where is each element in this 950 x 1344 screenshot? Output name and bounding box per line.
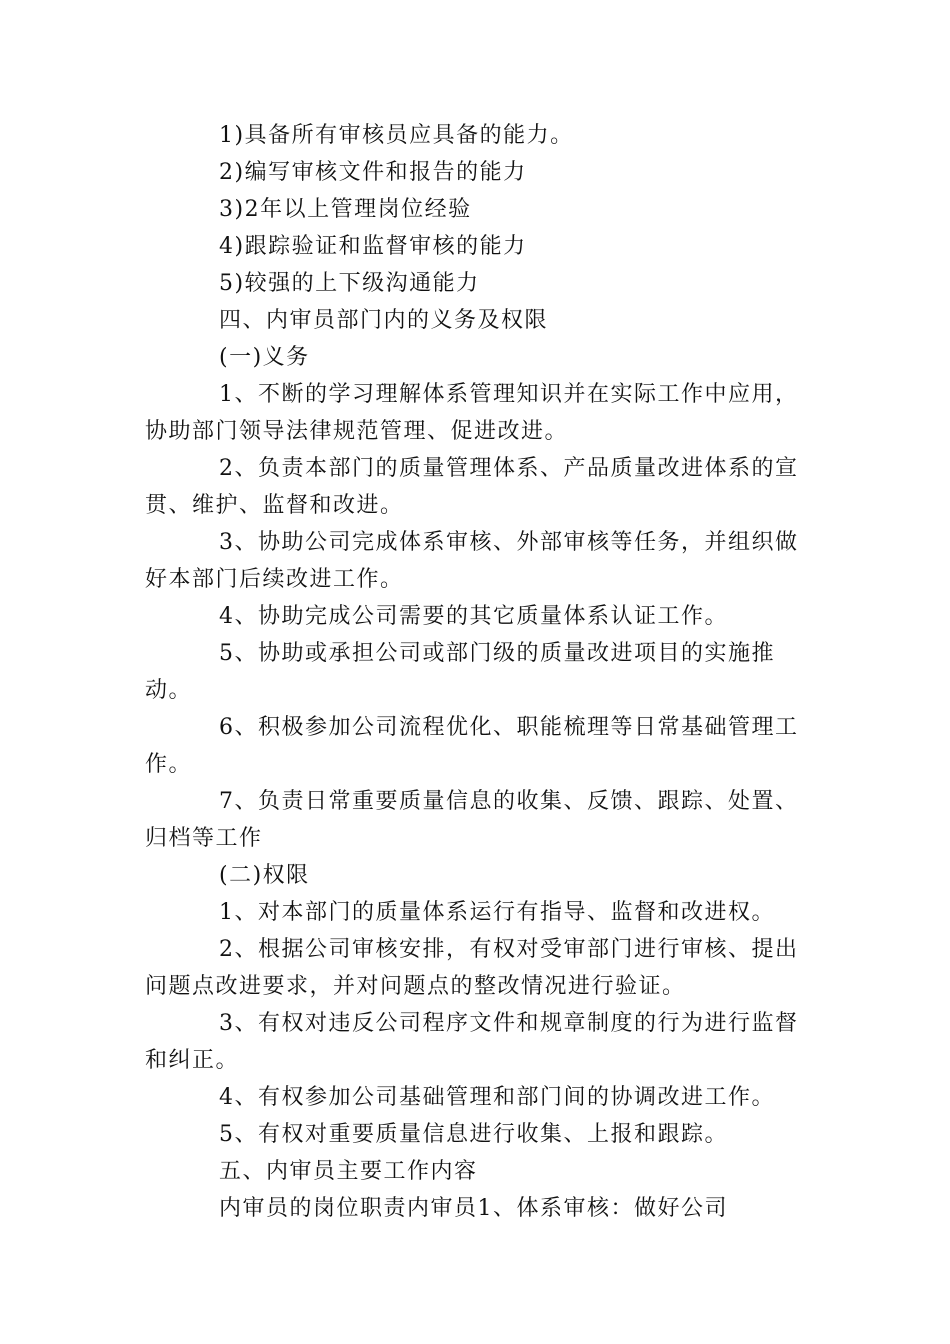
duty-item-3: 3、协助公司完成体系审核、外部审核等任务，并组织做好本部门后续改进工作。 — [145, 530, 799, 592]
body-paragraph-last: 内审员的岗位职责内审员1、体系审核：做好公司 — [219, 1196, 728, 1221]
document-body — [145, 117, 813, 1227]
duty-item-4: 4、协助完成公司需要的其它质量体系认证工作。 — [219, 604, 728, 629]
list-item-ability-4: 4)跟踪验证和监督审核的能力 — [219, 234, 527, 259]
authority-item-4: 4、有权参加公司基础管理和部门间的协调改进工作。 — [219, 1085, 775, 1110]
authority-item-5: 5、有权对重要质量信息进行收集、上报和跟踪。 — [219, 1122, 728, 1147]
duty-item-5: 5、协助或承担公司或部门级的质量改进项目的实施推动。 — [145, 641, 775, 703]
section-heading-five: 五、内审员主要工作内容 — [219, 1159, 478, 1184]
duty-item-1: 1、不断的学习理解体系管理知识并在实际工作中应用，协助部门领导法律规范管理、促进改进。 — [145, 382, 799, 444]
list-item-ability-3: 3)2年以上管理岗位经验 — [219, 197, 472, 222]
duty-item-2: 2、负责本部门的质量管理体系、产品质量改进体系的宣贯、维护、监督和改进。 — [145, 456, 799, 518]
list-item-ability-5: 5)较强的上下级沟通能力 — [219, 271, 480, 296]
section-heading-four: 四、内审员部门内的义务及权限 — [219, 308, 549, 333]
authority-item-2: 2、根据公司审核安排，有权对受审部门进行审核、提出问题点改进要求，并对问题点的整改情况进行验证。 — [145, 937, 799, 999]
subsection-heading-duties: (一)义务 — [219, 345, 310, 370]
authority-item-1: 1、对本部门的质量体系运行有指导、监督和改进权。 — [219, 900, 775, 925]
list-item-ability-1: 1)具备所有审核员应具备的能力。 — [219, 123, 574, 148]
list-item-ability-2: 2)编写审核文件和报告的能力 — [219, 160, 527, 185]
duty-item-6: 6、积极参加公司流程优化、职能梳理等日常基础管理工作。 — [145, 715, 799, 777]
subsection-heading-authority: (二)权限 — [219, 863, 310, 888]
duty-item-7: 7、负责日常重要质量信息的收集、反馈、跟踪、处置、归档等工作 — [145, 789, 799, 851]
authority-item-3: 3、有权对违反公司程序文件和规章制度的行为进行监督和纠正。 — [145, 1011, 799, 1073]
